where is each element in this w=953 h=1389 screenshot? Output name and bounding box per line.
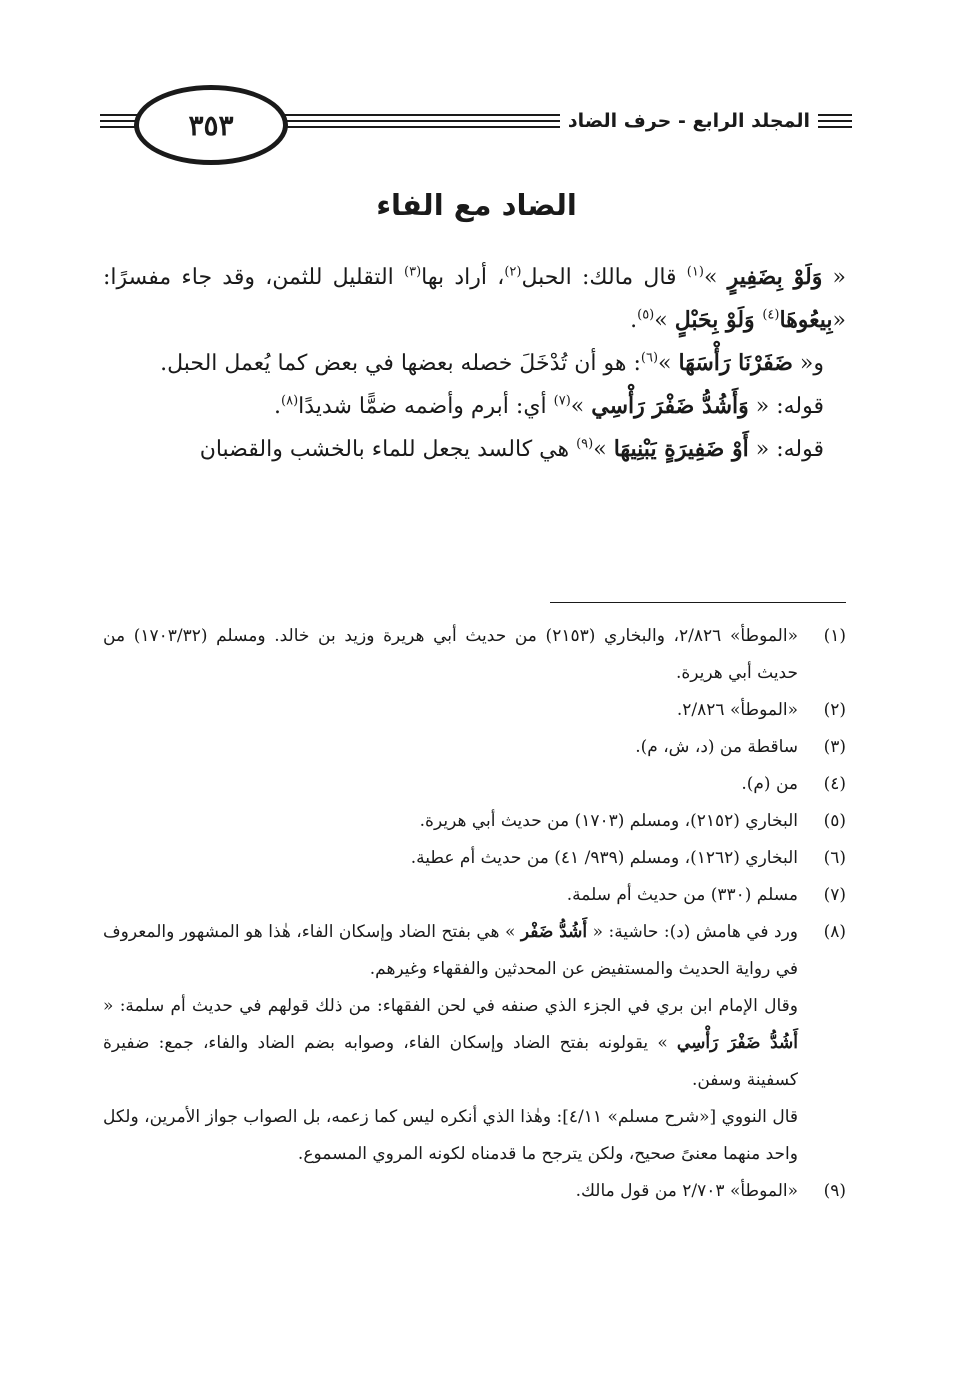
footnote-ref[interactable]: (٨) xyxy=(281,393,299,409)
footnote-number: (٥) xyxy=(823,811,846,831)
footnote-ref[interactable]: (١) xyxy=(686,264,704,280)
text-run: أي: أبرم وأضمه ضمًّا شديدًا xyxy=(298,394,554,419)
footnote-number: (٧) xyxy=(823,885,846,905)
footnote xyxy=(103,766,846,803)
footnote-paragraph xyxy=(103,988,798,1099)
paragraph xyxy=(103,342,846,385)
footnote-number: (٤) xyxy=(823,774,846,794)
footnote-divider xyxy=(550,602,846,603)
paragraph xyxy=(103,256,846,342)
text-run: » xyxy=(654,308,675,333)
text-run: » xyxy=(570,394,592,419)
hadith-quote: بِيعُوهَا xyxy=(779,307,833,333)
paragraph xyxy=(103,428,846,471)
footnote-text: البخاري (٢١٥٢)، ومسلم (١٧٠٣) من حديث أبي هريرة. xyxy=(419,811,798,831)
text-run: وقال الإمام ابن بري في الجزء الذي صنفه في لحن الفقهاء: من ذلك قولهم في حديث أم سلمة: « xyxy=(103,996,798,1016)
footnote xyxy=(103,840,846,877)
text-run: » هي بفتح الضاد وإسكان الفاء، هٰذا هو المشهور والمعروف في رواية الحديث والمستفيض عن المحدثين والفقهاء وغيرهم. xyxy=(103,922,798,979)
footnote xyxy=(103,618,846,692)
footnote-number: (٩) xyxy=(823,1181,846,1201)
footnote-text: ساقطة من (د، ش، م). xyxy=(635,737,798,757)
footnote-text: البخاري (١٢٦٢)، ومسلم (٩٣٩/ ٤١) من حديث أم عطية. xyxy=(410,848,798,868)
footnote-number: (٢) xyxy=(823,700,846,720)
footnote-text: «الموطأ» ٢/٧٠٣ من قول مالك. xyxy=(575,1181,798,1201)
text-run: التقليل للثمن، وقد جاء مفسرًا: « xyxy=(103,265,846,333)
footnote xyxy=(103,914,846,1173)
footnote xyxy=(103,729,846,766)
text-run: » xyxy=(658,351,679,376)
hadith-quote: وَلَوْ بِحَبْلٍ xyxy=(674,307,763,333)
footnote-ref[interactable]: (٢) xyxy=(504,264,522,280)
footnote xyxy=(103,692,846,729)
text-run: : هو أن تُدْخَلَ خصله بعضها في بعض كما يُعمل الحبل. xyxy=(160,351,641,376)
hadith-quote: أَشُدُّ ضَفْرَ رَأْسِي xyxy=(676,1033,798,1053)
footnote-paragraph: قال النووي [«شرح مسلم» ٤/١١]: وهٰذا الذي أنكره ليس كما زعمه، بل الصواب جواز الأمرين، ولكل واحد منهما معنىً صحيح، ولكن يترجح ما قدمناه لكونه المروي المسموع. xyxy=(103,1107,798,1164)
running-head: المجلد الرابع - حرف الضاد xyxy=(560,110,818,132)
footnote-text: مسلم (٣٣٠) من حديث أم سلمة. xyxy=(566,885,798,905)
hadith-quote: أَوْ ضَفِيرَةٍ يَبْنِيهَا xyxy=(613,436,749,462)
footnote-number: (٨) xyxy=(823,922,846,942)
text-run: هي كالسد يجعل للماء بالخشب والقضبان xyxy=(199,437,577,462)
footnote xyxy=(103,803,846,840)
footnote-ref[interactable]: (٩) xyxy=(576,436,594,452)
main-text xyxy=(103,256,846,471)
footnote-number: (٦) xyxy=(823,848,846,868)
footnote-ref[interactable]: (٥) xyxy=(637,307,655,323)
text-run: » xyxy=(703,265,728,290)
section-title: الضاد مع الفاء xyxy=(376,188,577,222)
footnote-ref[interactable]: (٧) xyxy=(553,393,571,409)
footnote-number: (١) xyxy=(823,626,846,646)
footnote-text: «الموطأ» ٢/٨٢٦. xyxy=(676,700,798,720)
hadith-quote: ضَفَرْنَا رَأْسَهَا xyxy=(678,350,793,376)
hadith-quote: وَلَوْ بِضَفِيرٍ xyxy=(727,264,823,290)
footnote-text xyxy=(103,914,798,1173)
footnote xyxy=(103,877,846,914)
footnotes xyxy=(103,618,846,1210)
text-run: » xyxy=(593,437,614,462)
footnote-paragraph xyxy=(103,914,798,988)
paragraph xyxy=(103,385,846,428)
text-run: » يقولونه بفتح الضاد وإسكان الفاء، وصوابه بضم الضاد والفاء، جمع: ضفيرة كسفينة وسفن. xyxy=(103,1033,798,1090)
text-run: « xyxy=(822,265,846,290)
text-run: ورد في هامش (د): حاشية: « xyxy=(587,922,799,942)
text-run: ، أراد بها xyxy=(421,265,505,290)
footnote-ref[interactable]: (٦) xyxy=(640,350,659,366)
hadith-quote: وَأَشُدُّ ضَفْرَ رَأْسِي xyxy=(591,393,749,419)
text-run: . xyxy=(274,394,281,419)
footnote-number: (٣) xyxy=(823,737,846,757)
text-run: قوله: « xyxy=(748,394,824,419)
footnote-ref[interactable]: (٤) xyxy=(762,307,780,323)
footnote xyxy=(103,1173,846,1210)
footnote-ref[interactable]: (٣) xyxy=(404,264,422,280)
hadith-quote: أَشُدُّ ضَفْر xyxy=(520,922,588,942)
page-number: ٣٥٣ xyxy=(134,85,288,165)
footnote-text: «الموطأ» ٢/٨٢٦، والبخاري (٢١٥٣) من حديث أبي هريرة وزيد بن خالد. ومسلم (١٧٠٣/٣٢) من حديث أبي هريرة. xyxy=(103,626,798,683)
text-run: . xyxy=(630,308,638,333)
footnote-text: من (م). xyxy=(741,774,798,794)
page-header xyxy=(100,80,852,170)
text-run: قوله: « xyxy=(748,437,824,462)
text-run: قال مالك: الحبل xyxy=(521,265,687,290)
text-run: و« xyxy=(792,351,824,376)
